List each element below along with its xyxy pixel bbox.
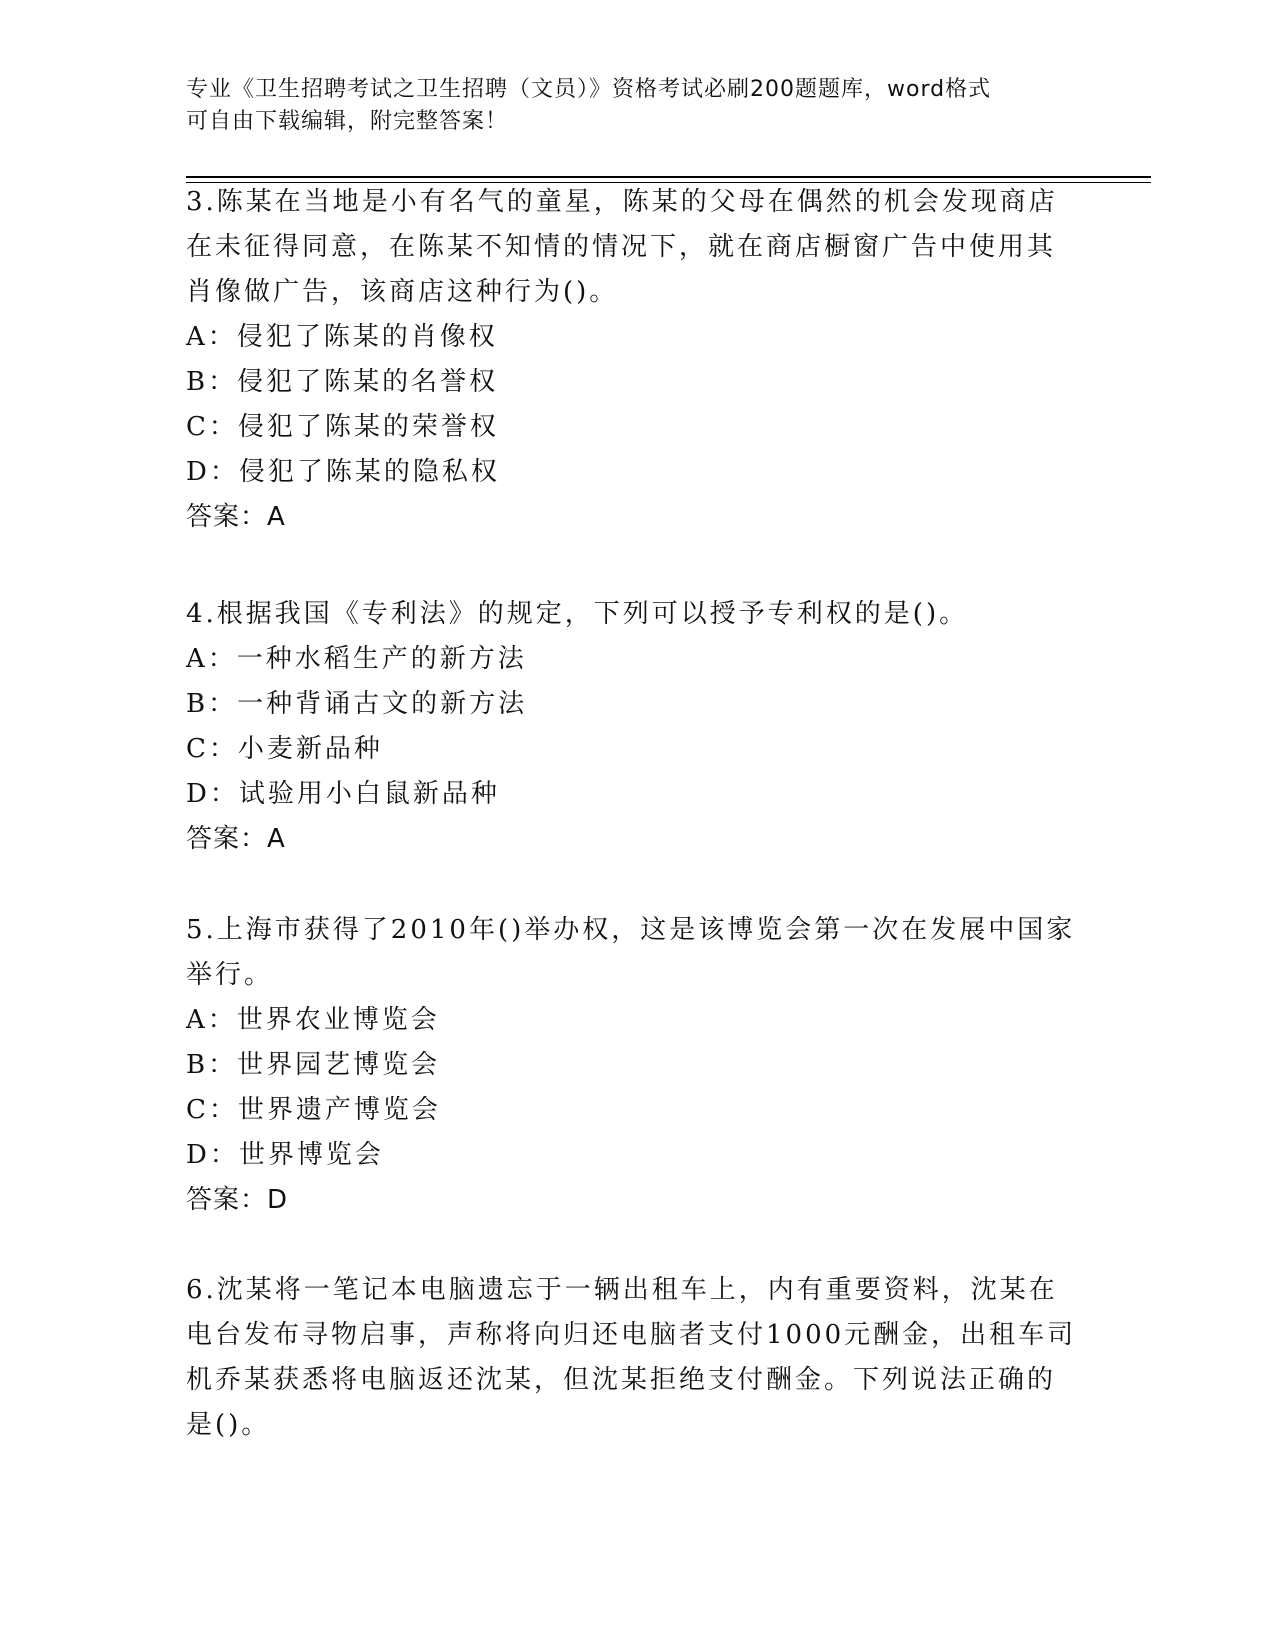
- question-stem-line: 机乔某获悉将电脑返还沈某，但沈某拒绝支付酬金。下列说法正确的: [186, 1365, 1057, 1395]
- answer-label: 答案：A: [186, 824, 286, 854]
- question-4: [186, 592, 1076, 862]
- option-a: A：侵犯了陈某的肖像权: [186, 322, 498, 352]
- option-b: B：侵犯了陈某的名誉权: [186, 367, 499, 397]
- option-c: C：世界遗产博览会: [186, 1095, 441, 1125]
- option-d: D：侵犯了陈某的隐私权: [186, 457, 500, 487]
- answer-label: 答案：D: [186, 1185, 289, 1215]
- option-b: B：一种背诵古文的新方法: [186, 689, 528, 719]
- header-line-1: 专业《卫生招聘考试之卫生招聘（文员）》资格考试必刷200题题库，word格式: [186, 77, 992, 102]
- option-b: B：世界园艺博览会: [186, 1050, 441, 1080]
- header-divider-thick: [186, 176, 1151, 178]
- question-5: [186, 908, 1076, 1223]
- question-stem-line: 举行。: [186, 960, 274, 990]
- question-stem-line: 5.上海市获得了2010年()举办权，这是该博览会第一次在发展中国家: [186, 915, 1076, 945]
- question-3: [186, 180, 1076, 540]
- question-stem-line: 6.沈某将一笔记本电脑遗忘于一辆出租车上，内有重要资料，沈某在: [186, 1275, 1058, 1305]
- header-line-2: 可自由下载编辑，附完整答案！: [186, 109, 509, 134]
- question-stem-line: 3.陈某在当地是小有名气的童星，陈某的父母在偶然的机会发现商店: [186, 187, 1058, 217]
- question-stem-line: 电台发布寻物启事，声称将向归还电脑者支付1000元酬金，出租车司: [186, 1320, 1077, 1350]
- option-d: D：试验用小白鼠新品种: [186, 779, 500, 809]
- question-stem-line: 在未征得同意，在陈某不知情的情况下，就在商店橱窗广告中使用其: [186, 232, 1057, 262]
- question-stem-line: 是()。: [186, 1410, 271, 1440]
- option-d: D：世界博览会: [186, 1140, 384, 1170]
- document-header: [186, 74, 1066, 138]
- answer-label: 答案：A: [186, 502, 286, 532]
- option-a: A：世界农业博览会: [186, 1005, 440, 1035]
- question-stem-line: 肖像做广告，该商店这种行为()。: [186, 277, 619, 307]
- question-stem-line: 4.根据我国《专利法》的规定，下列可以授予专利权的是()。: [186, 599, 969, 629]
- option-c: C：侵犯了陈某的荣誉权: [186, 412, 499, 442]
- option-c: C：小麦新品种: [186, 734, 383, 764]
- option-a: A：一种水稻生产的新方法: [186, 644, 527, 674]
- question-6: [186, 1268, 1076, 1448]
